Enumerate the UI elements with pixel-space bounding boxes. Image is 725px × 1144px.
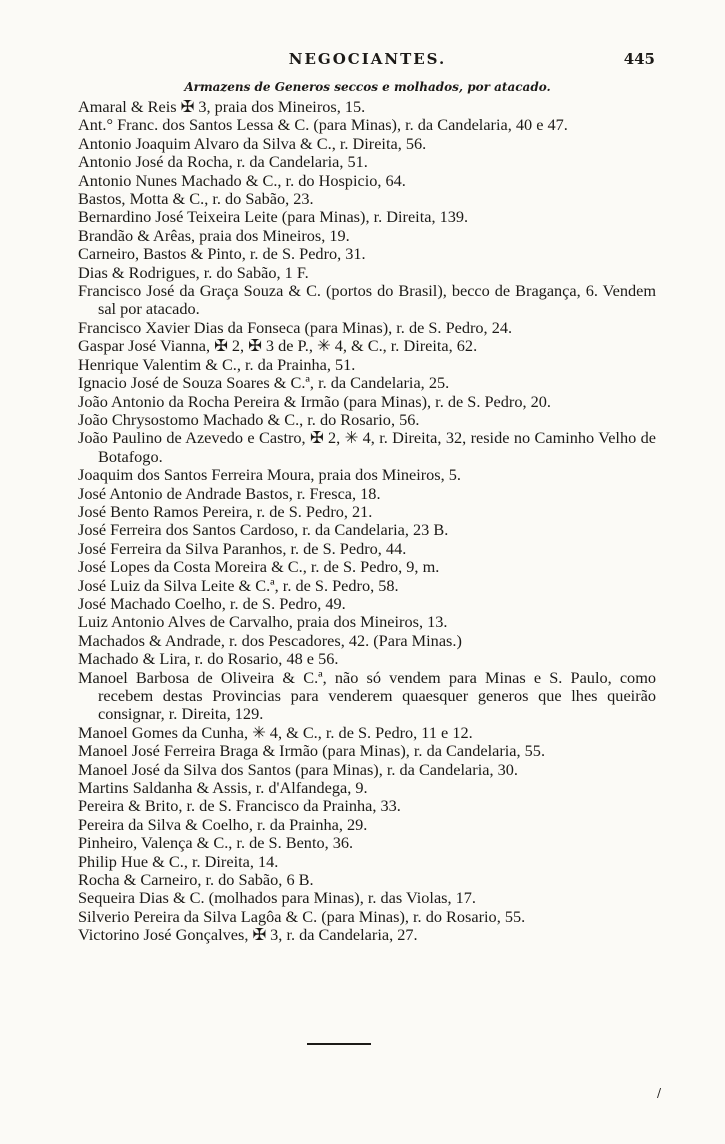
- list-item: José Ferreira da Silva Paranhos, r. de S. Pedro, 44.: [78, 538, 407, 558]
- list-item: Machados & Andrade, r. dos Pescadores, 42. (Para Minas.): [78, 630, 462, 650]
- list-item: Brandão & Arêas, praia dos Mineiros, 19.: [78, 225, 350, 245]
- list-item: Manoel Gomes da Cunha, ✳ 4, & C., r. de S. Pedro, 11 e 12.: [78, 722, 473, 742]
- list-item: Luiz Antonio Alves de Carvalho, praia dos Mineiros, 13.: [78, 612, 448, 632]
- list-item: João Paulino de Azevedo e Castro, ✠ 2, ✳ 4, r. Direita, 32, reside no Caminho Velho de Botafogo.: [78, 428, 656, 466]
- page-title: NEGOCIANTES.: [288, 50, 447, 68]
- list-item: Martins Saldanha & Assis, r. d'Alfandega, 9.: [78, 778, 368, 798]
- list-item: José Machado Coelho, r. de S. Pedro, 49.: [78, 593, 346, 613]
- merchant-list: [78, 98, 656, 945]
- stray-mark: /: [657, 1086, 662, 1100]
- list-item: Ant.° Franc. dos Santos Lessa & C. (para Minas), r. da Candelaria, 40 e 47.: [78, 115, 568, 135]
- list-item: João Antonio da Rocha Pereira & Irmão (para Minas), r. de S. Pedro, 20.: [78, 391, 551, 411]
- list-item: Bastos, Motta & C., r. do Sabão, 23.: [78, 189, 314, 209]
- list-item: Manoel Barbosa de Oliveira & C.ª, não só vendem para Minas e S. Paulo, como recebem destas Provincias para venderem quaesquer generos que lhes queirão consignar, r. Direita, 129.: [78, 667, 656, 724]
- list-item: Antonio Joaquim Alvaro da Silva & C., r. Direita, 56.: [78, 133, 427, 153]
- list-item: Pereira da Silva & Coelho, r. da Prainha, 29.: [78, 814, 368, 834]
- list-item: José Ferreira dos Santos Cardoso, r. da Candelaria, 23 B.: [78, 520, 449, 540]
- list-item: Sequeira Dias & C. (molhados para Minas), r. das Violas, 17.: [78, 888, 476, 908]
- list-item: José Antonio de Andrade Bastos, r. Fresca, 18.: [78, 483, 381, 503]
- list-item: Pinheiro, Valença & C., r. de S. Bento, 36.: [78, 833, 354, 853]
- list-item: João Chrysostomo Machado & C., r. do Rosario, 56.: [78, 409, 420, 429]
- list-item: Manoel José da Silva dos Santos (para Minas), r. da Candelaria, 30.: [78, 759, 518, 779]
- page-header: [80, 50, 655, 74]
- list-item: Bernardino José Teixeira Leite (para Minas), r. Direita, 139.: [78, 207, 469, 227]
- list-item: Carneiro, Bastos & Pinto, r. de S. Pedro, 31.: [78, 244, 366, 264]
- list-item: Pereira & Brito, r. de S. Francisco da Prainha, 33.: [78, 796, 401, 816]
- page-number: 445: [623, 50, 655, 68]
- list-item: Amaral & Reis ✠ 3, praia dos Mineiros, 15.: [78, 97, 366, 116]
- list-item: Philip Hue & C., r. Direita, 14.: [78, 851, 279, 871]
- list-item: Silverio Pereira da Silva Lagôa & C. (para Minas), r. do Rosario, 55.: [78, 906, 526, 926]
- list-item: Gaspar José Vianna, ✠ 2, ✠ 3 de P., ✳ 4, & C., r. Direita, 62.: [78, 336, 478, 356]
- list-item: Joaquim dos Santos Ferreira Moura, praia dos Mineiros, 5.: [78, 465, 461, 485]
- list-item: Rocha & Carneiro, r. do Sabão, 6 B.: [78, 870, 314, 890]
- list-item: Francisco José da Graça Souza & C. (portos do Brasil), becco de Bragança, 6. Vendem sal por atacado.: [78, 281, 656, 319]
- list-item: José Bento Ramos Pereira, r. de S. Pedro, 21.: [78, 501, 373, 521]
- list-item: Francisco Xavier Dias da Fonseca (para Minas), r. de S. Pedro, 24.: [78, 317, 513, 337]
- list-item: José Lopes da Costa Moreira & C., r. de S. Pedro, 9, m.: [78, 557, 440, 577]
- list-item: Dias & Rodrigues, r. do Sabão, 1 F.: [78, 262, 309, 282]
- list-item: Antonio José da Rocha, r. da Candelaria, 51.: [78, 152, 368, 172]
- section-subheading: Armazens de Generos seccos e molhados, por atacado.: [184, 80, 551, 94]
- list-item: José Luiz da Silva Leite & C.ª, r. de S. Pedro, 58.: [78, 575, 399, 595]
- list-item: Antonio Nunes Machado & C., r. do Hospicio, 64.: [78, 170, 406, 190]
- list-item: Henrique Valentim & C., r. da Prainha, 51.: [78, 354, 356, 374]
- list-item: Victorino José Gonçalves, ✠ 3, r. da Candelaria, 27.: [78, 925, 418, 945]
- section-divider: [307, 1043, 371, 1045]
- list-item: Machado & Lira, r. do Rosario, 48 e 56.: [78, 649, 339, 669]
- list-item: Manoel José Ferreira Braga & Irmão (para Minas), r. da Candelaria, 55.: [78, 741, 546, 761]
- list-item: Ignacio José de Souza Soares & C.ª, r. da Candelaria, 25.: [78, 373, 450, 393]
